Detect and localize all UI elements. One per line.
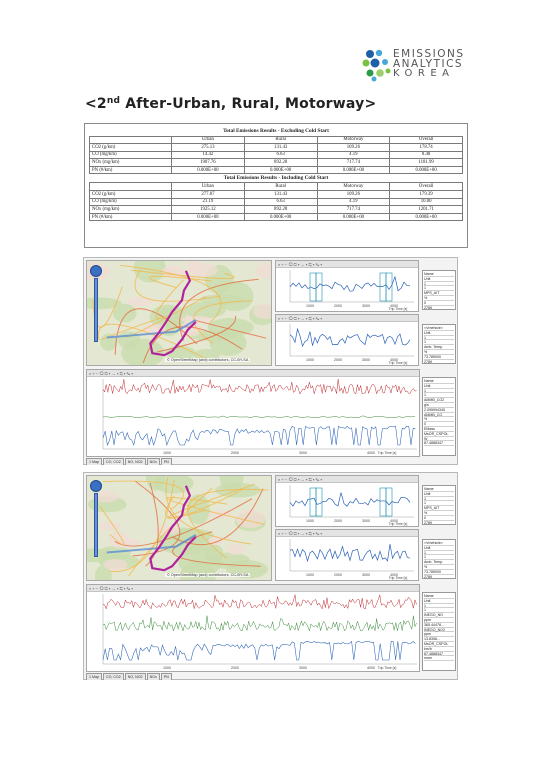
column-header: Overall — [390, 183, 463, 191]
table-row — [90, 151, 463, 159]
table-cell: 1181.99 — [390, 159, 463, 167]
legend-entry: AMMB_CO2 — [424, 398, 454, 403]
x-tick-label: 4000 — [390, 573, 398, 577]
tab-2[interactable]: NO, NO2 — [125, 673, 146, 680]
table-title-excluding: Total Emissions Results - Excluding Cold Start — [223, 128, 329, 135]
legend-entry: 1 — [424, 497, 454, 502]
chart-toolbar[interactable]: ⌕ + − ⟲ ▢ ▾ ↔ ▾ ⇆ ▾ ✎ ▾ — [87, 370, 419, 377]
column-header: Overall — [390, 136, 463, 144]
column-header: Motorway — [317, 183, 390, 191]
analysis-screenshot-1 — [83, 257, 458, 465]
pan-control-icon[interactable] — [90, 480, 102, 492]
column-header: Rural — [244, 136, 317, 144]
x-tick-label: 3000 — [362, 573, 370, 577]
x-tick-label: 1000 — [306, 358, 314, 362]
logo-line-1: EMISSIONS — [393, 48, 465, 60]
legend-entry: MPS_AIT — [424, 506, 454, 511]
legend-entry: 87.4888347 — [424, 652, 454, 657]
gps-legend — [422, 539, 456, 579]
x-tick-label: 2000 — [334, 304, 342, 308]
legend-entry: 1 — [424, 501, 454, 506]
tab-4[interactable]: PN — [161, 673, 172, 680]
chart-toolbar[interactable]: ⌕ + − ⟲ ▢ ▾ ↔ ▾ ⇆ ▾ ✎ ▾ — [87, 585, 419, 592]
table-cell: 179.39 — [390, 191, 463, 199]
x-tick-label: 3000 — [362, 304, 370, 308]
x-tick-label: 3000 — [299, 666, 307, 670]
table-row — [90, 191, 463, 199]
x-tick-label: 4000 — [367, 666, 375, 670]
x-tick-label: 2000 — [334, 358, 342, 362]
x-axis-label: Trip Time [s] — [377, 666, 397, 670]
table-cell: 4.19 — [317, 151, 390, 159]
x-tick-label: 4000 — [390, 519, 398, 523]
legend-entry: % — [424, 511, 454, 516]
legend-entry: Name — [424, 379, 454, 384]
row-label: CO2 (g/km) — [90, 144, 172, 152]
legend-entry: AMMB_CO — [424, 413, 454, 418]
x-tick-label: 1000 — [163, 451, 171, 455]
map-attribution: © OpenStreetMap (and) contributors, CC-BY-SA — [167, 573, 249, 577]
x-axis-label: Trip Time [s] — [388, 361, 408, 365]
legend-entry: 0 — [424, 422, 454, 427]
column-header: Rural — [244, 183, 317, 191]
altitude-legend — [422, 485, 456, 525]
pan-control-icon[interactable] — [90, 265, 102, 277]
column-header — [90, 136, 172, 144]
table-cell: 0.000E+00 — [244, 166, 317, 174]
table-cell: 0.000E+00 — [317, 166, 390, 174]
legend-entry: 2789 — [424, 575, 454, 579]
x-tick-label: 1000 — [306, 573, 314, 577]
gps-speed-chart[interactable] — [275, 529, 419, 581]
route-map[interactable] — [86, 475, 272, 581]
legend-entry: 1 — [424, 336, 454, 341]
table-cell: 131.43 — [244, 144, 317, 152]
analysis-screenshot-2 — [83, 472, 458, 680]
legend-entry: Name — [424, 594, 454, 599]
zoom-slider[interactable] — [90, 480, 102, 558]
chart-toolbar[interactable]: ⌕ + − ⟲ ▢ ▾ ↔ ▾ ⇆ ▾ ✎ ▾ — [276, 530, 418, 537]
legend-entry: W — [424, 437, 454, 442]
legend-entry: MPS_AIT — [424, 291, 454, 296]
row-label: CO (mg/km) — [90, 198, 172, 206]
legend-entry: 1 — [424, 555, 454, 560]
table-cell: 0.000E+00 — [390, 166, 463, 174]
chart-tabs — [86, 458, 173, 464]
legend-entry: 1 — [424, 389, 454, 394]
x-tick-label: 1000 — [306, 519, 314, 523]
legend-entry: % — [424, 296, 454, 301]
table-cell: 717.74 — [317, 159, 390, 167]
section-heading: <2nd After-Urban, Rural, Motorway> — [85, 96, 377, 112]
table-cell: 0.000E+00 — [317, 213, 390, 221]
legend-entry: none — [424, 656, 454, 661]
table-cell: 4.19 — [317, 198, 390, 206]
legend-entry: % — [424, 417, 454, 422]
legend-entry: INEGO_NO — [424, 613, 454, 618]
legend-entry: 1 — [424, 608, 454, 613]
x-tick-label: 3000 — [299, 451, 307, 455]
legend-entry: INEGO_NO2 — [424, 628, 454, 633]
column-header: Urban — [172, 136, 245, 144]
chart-toolbar[interactable]: ⌕ + − ⟲ ▢ ▾ ↔ ▾ ⇆ ▾ ✎ ▾ — [276, 315, 418, 322]
table-cell: 892.28 — [244, 206, 317, 214]
table-cell: 0.000E+00 — [390, 213, 463, 221]
table-cell: 0.000E+00 — [244, 213, 317, 221]
row-label: NOx (mg/km) — [90, 206, 172, 214]
legend-entry: 0 — [424, 301, 454, 306]
legend-entry: ppm — [424, 632, 454, 637]
table-cell: 1907.76 — [172, 159, 245, 167]
row-label: CO (mg/km) — [90, 151, 172, 159]
gps-speed-chart[interactable] — [275, 314, 419, 366]
legend-entry: 1 — [424, 286, 454, 291]
series-green — [103, 416, 415, 418]
column-header: Urban — [172, 183, 245, 191]
legend-entry: g/s — [424, 403, 454, 408]
table-header-row — [90, 136, 463, 144]
legend-entry: Unit — [424, 277, 454, 282]
legend-entry: 2789 — [424, 521, 454, 525]
table-cell: 277.87 — [172, 191, 245, 199]
logo-line-2: ANALYTICS — [393, 58, 464, 70]
legend-entry: ppm — [424, 618, 454, 623]
legend-entry: % — [424, 350, 454, 355]
row-label: PN (#/km) — [90, 213, 172, 221]
legend-entry: Amb. Temp. — [424, 345, 454, 350]
table-cell: 178.74 — [390, 144, 463, 152]
zoom-bar[interactable] — [94, 278, 98, 342]
table-cell: 109.26 — [317, 191, 390, 199]
legend-entry: 1 — [424, 393, 454, 398]
legend-entry: 2789 — [424, 360, 454, 364]
map-attribution: © OpenStreetMap (and) contributors, CC-BY-SA — [167, 358, 249, 362]
legend-entry: EMass — [424, 427, 454, 432]
legend-entry: MsOR_CSPOL — [424, 432, 454, 437]
table-row — [90, 166, 463, 174]
table-row — [90, 213, 463, 221]
chart-toolbar[interactable]: ⌕ + − ⟲ ▢ ▾ ↔ ▾ ⇆ ▾ ✎ ▾ — [276, 476, 418, 483]
legend-entry: % — [424, 565, 454, 570]
x-tick-label: 3000 — [362, 358, 370, 362]
tab-1[interactable]: CO, CO2 — [103, 673, 124, 680]
legend-entry: 1 — [424, 604, 454, 609]
tab-2[interactable]: NO, NO2 — [125, 458, 146, 465]
table-row — [90, 206, 463, 214]
x-tick-label: 3000 — [362, 519, 370, 523]
table-cell: 8.48 — [390, 151, 463, 159]
x-axis-label: Trip Time [s] — [377, 451, 397, 455]
table-cell: 131.43 — [244, 191, 317, 199]
legend-entry: 87.4888347 — [424, 441, 454, 446]
legend-entry: 13.8356... — [424, 637, 454, 642]
legend-entry: <Vmehicle> — [424, 541, 454, 546]
x-tick-label: 4000 — [390, 358, 398, 362]
emissions-legend — [422, 377, 456, 456]
legend-entry: MsOR_CSPOL — [424, 642, 454, 647]
zoom-slider[interactable] — [90, 265, 102, 343]
emissions-time-series-chart[interactable] — [86, 584, 420, 672]
x-tick-label: 2000 — [334, 573, 342, 577]
legend-entry: 1 — [424, 340, 454, 345]
tab-3[interactable]: NOx — [147, 673, 160, 680]
x-tick-label: 4000 — [367, 451, 375, 455]
table-cell: 1201.71 — [390, 206, 463, 214]
legend-entry: 2.095994345 — [424, 408, 454, 413]
x-tick-label: 2000 — [334, 519, 342, 523]
legend-entry: Unit — [424, 384, 454, 389]
emissions-time-series-chart[interactable] — [86, 369, 420, 457]
table-cell: 21.19 — [172, 198, 245, 206]
series-blue — [103, 641, 415, 660]
altitude-chart[interactable] — [275, 260, 419, 312]
series-red — [103, 595, 417, 609]
series-red — [103, 379, 417, 394]
emissions-analytics-korea-logo — [362, 46, 512, 88]
table-row — [90, 159, 463, 167]
tab-0[interactable]: 1 Map — [86, 673, 102, 680]
legend-entry: Unit — [424, 599, 454, 604]
zoom-bar[interactable] — [94, 493, 98, 557]
legend-entry: Unit — [424, 546, 454, 551]
legend-entry: 1 — [424, 551, 454, 556]
legend-entry: 365.44478... — [424, 623, 454, 628]
table-cell: 109.26 — [317, 144, 390, 152]
legend-entry: <Vmehicle> — [424, 326, 454, 331]
chart-toolbar[interactable]: ⌕ + − ⟲ ▢ ▾ ↔ ▾ ⇆ ▾ ✎ ▾ — [276, 261, 418, 268]
tab-0[interactable]: 1 Map — [86, 458, 102, 465]
legend-entry: Name — [424, 272, 454, 277]
table-cell: 10.00 — [390, 198, 463, 206]
logo-line-3: KOREA — [393, 68, 455, 79]
table-cell: 717.74 — [317, 206, 390, 214]
x-axis-label: Trip Time [s] — [388, 522, 408, 526]
table-cell: 6.63 — [244, 198, 317, 206]
chart-tabs — [86, 673, 173, 679]
tab-1[interactable]: CO, CO2 — [103, 458, 124, 465]
legend-entry: 73.789000 — [424, 570, 454, 575]
table-title-including: Total Emissions Results - Including Cold Start — [223, 175, 329, 182]
table-header-row — [90, 183, 463, 191]
x-tick-label: 4000 — [390, 304, 398, 308]
route-map[interactable] — [86, 260, 272, 366]
altitude-chart[interactable] — [275, 475, 419, 527]
x-tick-label: 2000 — [231, 451, 239, 455]
table-cell: 0.000E+00 — [172, 166, 245, 174]
row-label: NOx (mg/km) — [90, 159, 172, 167]
table-cell: 6.63 — [244, 151, 317, 159]
x-tick-label: 1000 — [163, 666, 171, 670]
series-blue — [103, 426, 415, 445]
table-row — [90, 198, 463, 206]
legend-entry: 0 — [424, 516, 454, 521]
series-green — [103, 616, 417, 631]
legend-entry: km/h — [424, 647, 454, 652]
emissions-results-table — [84, 123, 468, 248]
x-tick-label: 2000 — [231, 666, 239, 670]
legend-entry: 2789 — [424, 306, 454, 310]
gps-legend — [422, 324, 456, 364]
legend-entry: Amb. Temp. — [424, 560, 454, 565]
legend-entry: 73.789000 — [424, 355, 454, 360]
column-header — [90, 183, 172, 191]
column-header: Motorway — [317, 136, 390, 144]
x-axis-label: Trip Time [s] — [388, 576, 408, 580]
legend-entry: Unit — [424, 331, 454, 336]
legend-entry: 1 — [424, 282, 454, 287]
altitude-legend — [422, 270, 456, 310]
table-row — [90, 144, 463, 152]
x-tick-label: 1000 — [306, 304, 314, 308]
emissions-legend — [422, 592, 456, 671]
table-cell: 0.000E+00 — [172, 213, 245, 221]
row-label: PN (#/km) — [90, 166, 172, 174]
row-label: CO2 (g/km) — [90, 191, 172, 199]
table-cell: 1925.12 — [172, 206, 245, 214]
table-cell: 892.28 — [244, 159, 317, 167]
table-cell: 14.42 — [172, 151, 245, 159]
legend-entry: Name — [424, 487, 454, 492]
legend-entry: Unit — [424, 492, 454, 497]
table-cell: 275.13 — [172, 144, 245, 152]
x-axis-label: Trip Time [s] — [388, 307, 408, 311]
tab-3[interactable]: NOx — [147, 458, 160, 465]
logo-dots-icon — [362, 48, 392, 82]
tab-4[interactable]: PN — [161, 458, 172, 465]
